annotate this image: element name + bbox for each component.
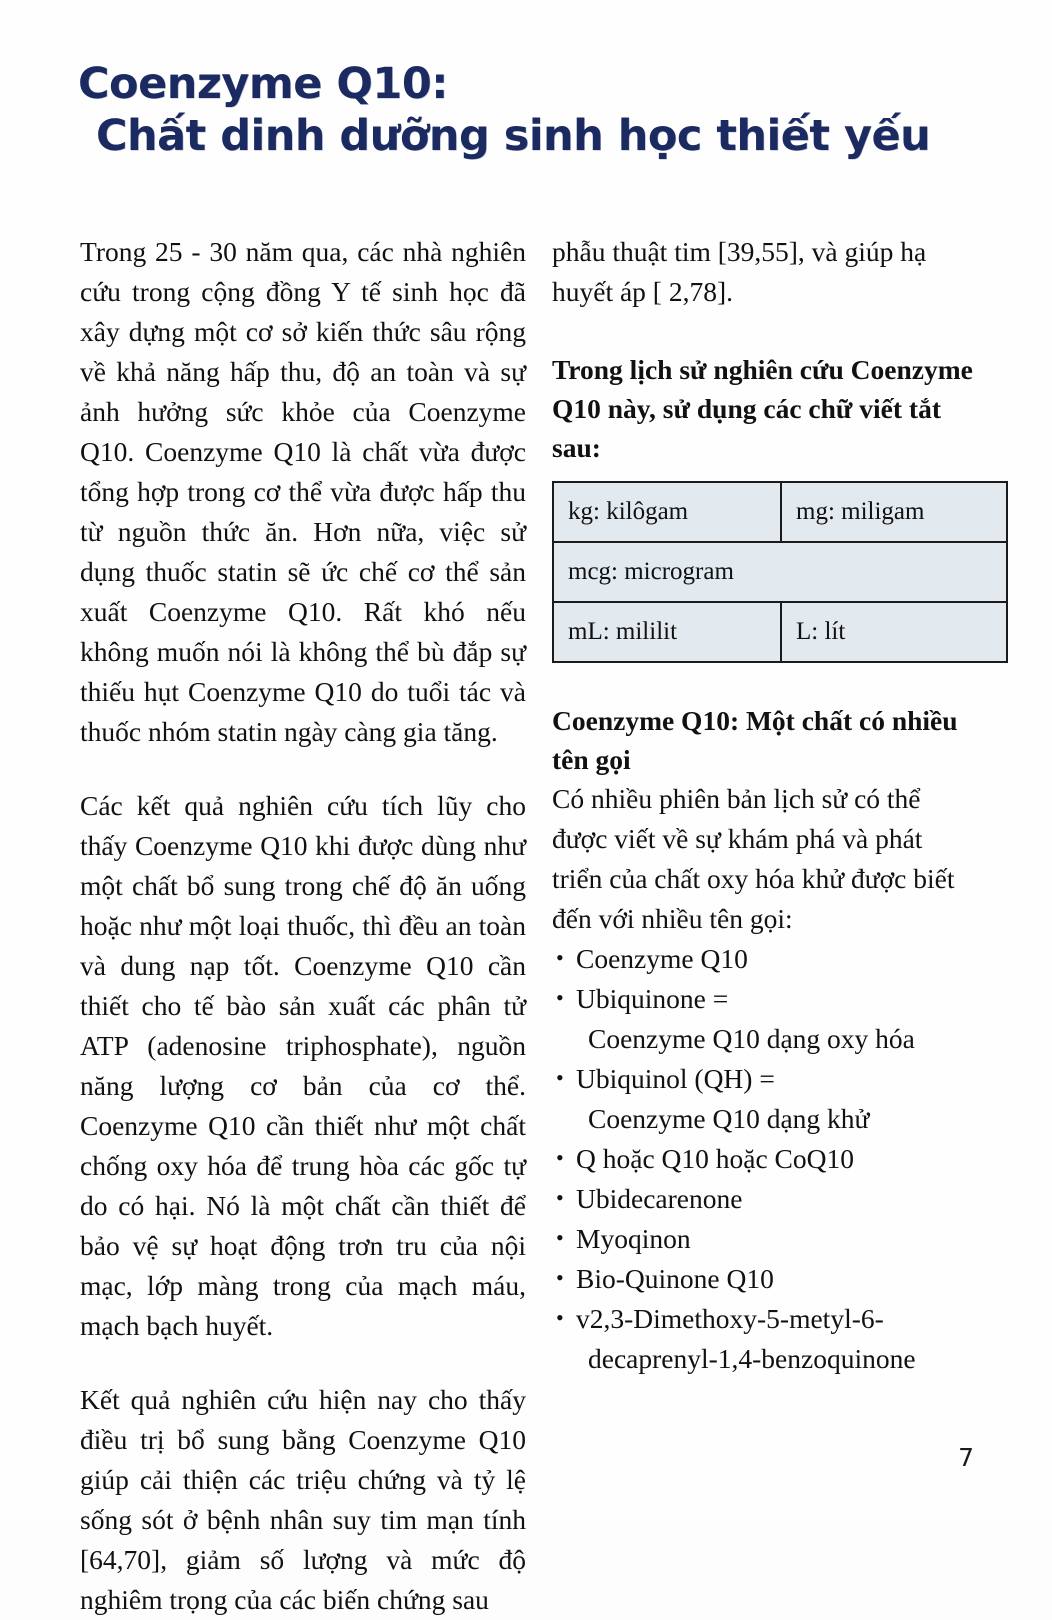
list-item <box>552 1219 976 1259</box>
names-heading: Coenzyme Q10: Một chất có nhiều tên gọi <box>552 705 958 776</box>
title-line-2: Chất dinh dưỡng sinh học thiết yếu <box>96 111 931 162</box>
list-item-label: Bio-Quinone Q10 <box>576 1263 774 1295</box>
table-cell-mcg: mcg: microgram <box>553 542 1007 602</box>
names-intro-paragraph: Có nhiều phiên bản lịch sử có thể được viết về sự khám phá và phát triển của chất oxy hóa khử được biết đến với nhiều tên gọi: <box>552 783 955 935</box>
left-paragraph-2: Các kết quả nghiên cứu tích lũy cho thấy Coenzyme Q10 khi được dùng như một chất bổ sung trong chế độ ăn uống hoặc như một loại thuốc, thì đều an toàn và dung nạp tốt. Coenzyme Q10 cần thiết cho tế bào sản xuất các phân tử ATP (adenosine triphosphate), nguồn năng lượng cơ bản của cơ thể. Coenzyme Q10 cần thiết như một chất chống oxy hóa để trung hòa các gốc tự do có hại. Nó là một chất cần thiết để bảo vệ sự hoạt động trơn tru của nội mạc, lớp màng trong của mạch máu, mạch bạch huyết. <box>80 790 526 1341</box>
spacer <box>552 467 976 481</box>
list-item-label: Coenzyme Q10 <box>576 943 748 975</box>
right-column <box>552 232 976 1379</box>
list-item-label: Q hoặc Q10 hoặc CoQ10 <box>576 1143 854 1175</box>
list-item <box>552 1059 976 1139</box>
list-item-label: Ubiquinol (QH) = <box>576 1063 775 1095</box>
list-item-continuation: Coenzyme Q10 dạng khử <box>588 1103 870 1135</box>
list-item <box>552 939 976 979</box>
table-row <box>553 542 1007 602</box>
list-item-continuation: decaprenyl-1,4-benzoquinone <box>588 1343 916 1375</box>
abbreviations-heading: Trong lịch sử nghiên cứu Coenzyme Q10 này, sử dụng các chữ viết tắt sau: <box>552 354 973 464</box>
alternate-names-list <box>552 939 976 1379</box>
list-item-label: v2,3-Dimethoxy-5-metyl-6- <box>576 1303 884 1335</box>
list-item-label: Myoqinon <box>576 1223 691 1255</box>
page-number: 7 <box>958 1443 974 1472</box>
table-row <box>553 602 1007 662</box>
abbreviations-table <box>552 481 1008 663</box>
title-line-1: Coenzyme Q10: <box>78 59 448 109</box>
list-item <box>552 1139 976 1179</box>
left-column <box>80 232 526 1620</box>
table-cell-mg: mg: miligam <box>781 482 1007 542</box>
spacer <box>552 312 976 350</box>
table-cell-ml: mL: mililit <box>553 602 781 662</box>
left-paragraph-1: Trong 25 - 30 năm qua, các nhà nghiên cứu trong cộng đồng Y tế sinh học đã xây dựng một cơ sở kiến thức sâu rộng về khả năng hấp thu, độ an toàn và sự ảnh hưởng sức khỏe của Coenzyme Q10. Coenzyme Q10 là chất vừa được tổng hợp trong cơ thể vừa được hấp thu từ nguồn thức ăn. Hơn nữa, việc sử dụng thuốc statin sẽ ức chế cơ thể sản xuất Coenzyme Q10. Rất khó nếu không muốn nói là không thể bù đắp sự thiếu hụt Coenzyme Q10 do tuổi tác và thuốc nhóm statin ngày càng gia tăng. <box>80 236 526 747</box>
list-item <box>552 1179 976 1219</box>
list-item-label: Ubiquinone = <box>576 983 729 1015</box>
page-title <box>78 58 978 163</box>
left-paragraph-3: Kết quả nghiên cứu hiện nay cho thấy điều trị bổ sung bằng Coenzyme Q10 giúp cải thiện các triệu chứng và tỷ lệ sống sót ở bệnh nhân suy tim mạn tính [64,70], giảm số lượng và mức độ nghiêm trọng của các biến chứng sau <box>80 1384 526 1615</box>
list-item <box>552 1299 976 1379</box>
list-item <box>552 979 976 1059</box>
list-item-continuation: Coenzyme Q10 dạng oxy hóa <box>588 1023 915 1055</box>
table-row <box>553 482 1007 542</box>
table-cell-l: L: lít <box>781 602 1007 662</box>
list-item-label: Ubidecarenone <box>576 1183 743 1215</box>
table-cell-kg: kg: kilôgam <box>553 482 781 542</box>
spacer <box>552 663 976 701</box>
right-continuation-paragraph: phẫu thuật tim [39,55], và giúp hạ huyết áp [ 2,78]. <box>552 236 927 307</box>
list-item <box>552 1259 976 1299</box>
